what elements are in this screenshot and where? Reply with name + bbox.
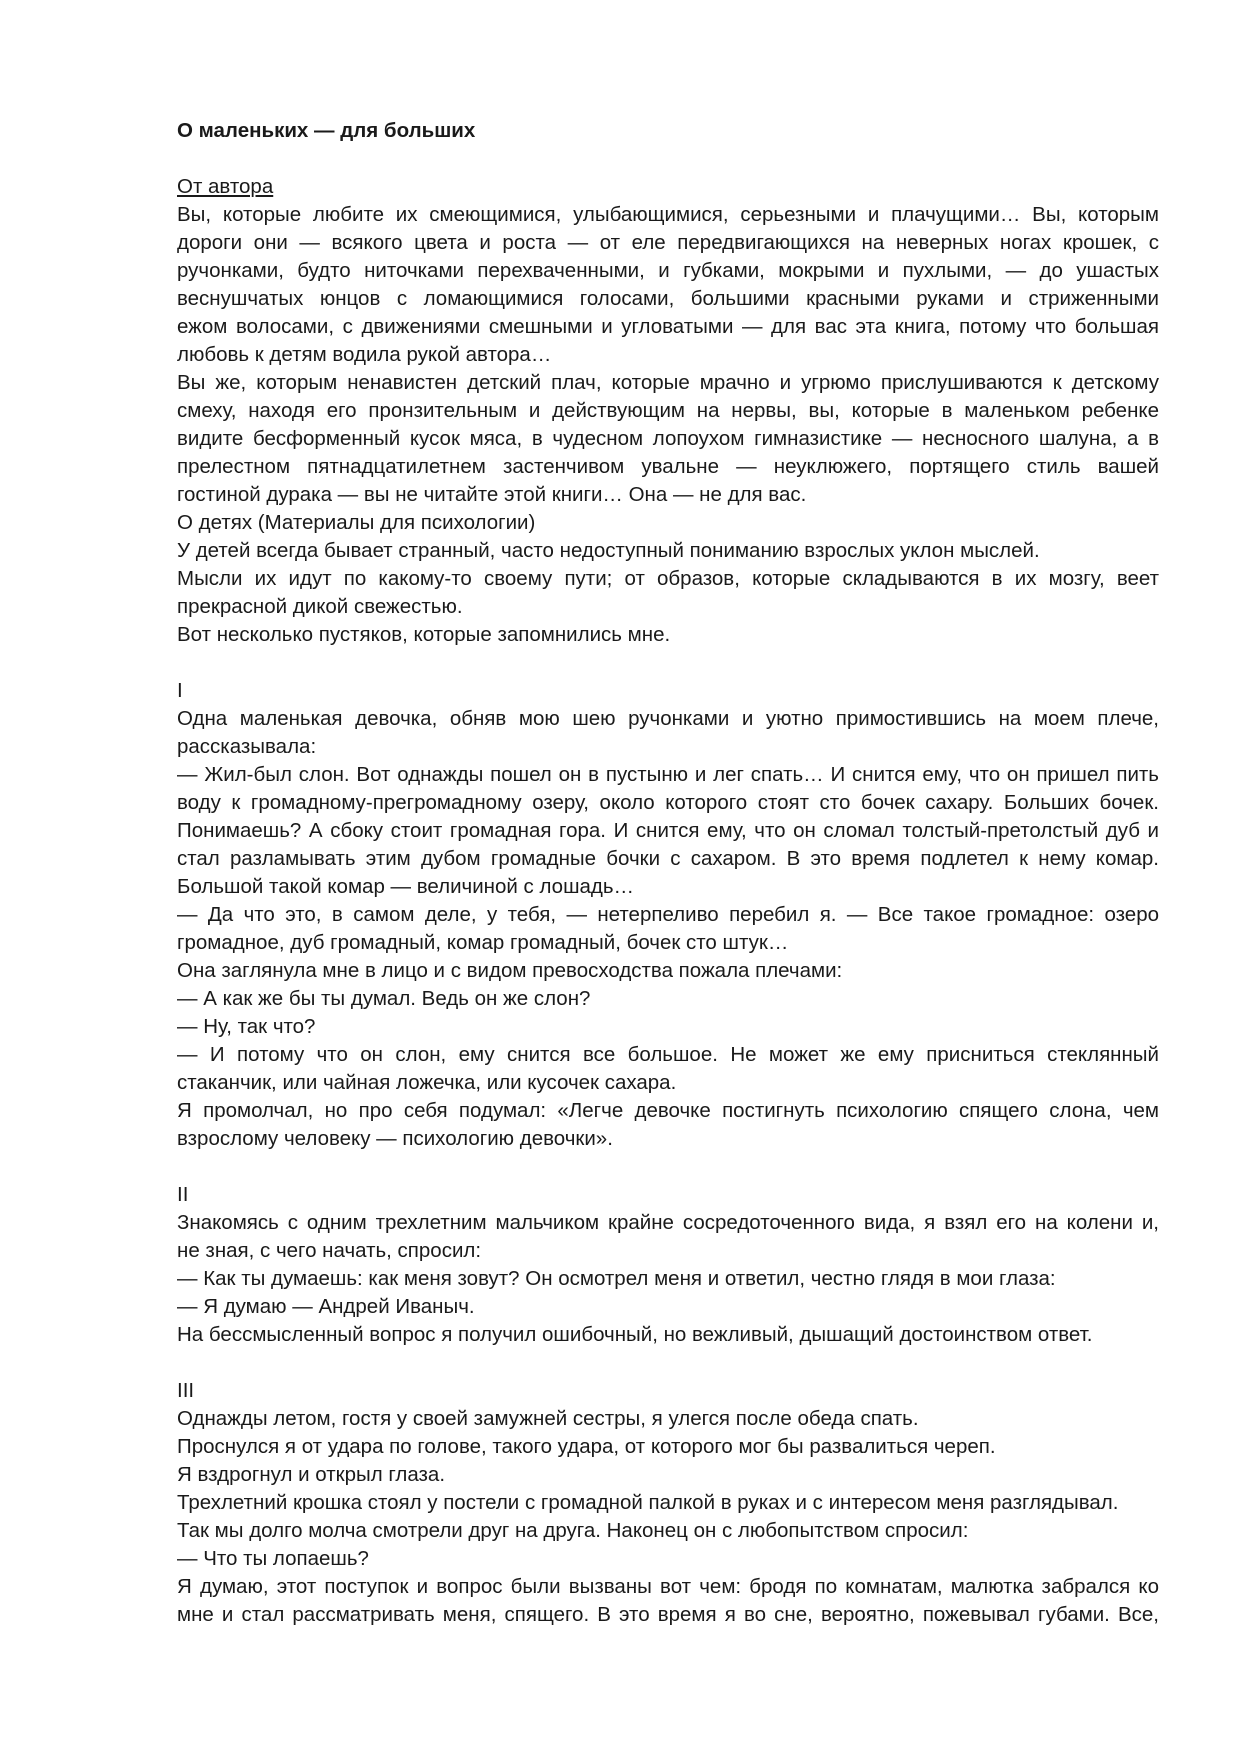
text-line: Знакомясь с одним трехлетним мальчиком крайне сосредоточенного вида, я взял его на колени и, bbox=[177, 1211, 1159, 1234]
text-line: Я промолчал, но про себя подумал: «Легче девочке постигнуть психологию спящего слона, чем bbox=[177, 1099, 1159, 1122]
text-line: III bbox=[177, 1379, 195, 1402]
preface-heading: От автора bbox=[177, 175, 274, 198]
text-line: любовь к детям водила рукой автора… bbox=[177, 343, 552, 366]
blank-line bbox=[177, 1349, 1159, 1377]
text-line: I bbox=[177, 679, 183, 702]
text-line: Я вздрогнул и открыл глаза. bbox=[177, 1463, 446, 1486]
text-line: — Да что это, в самом деле, у тебя, — нетерпеливо перебил я. — Все такое громадное: озеро bbox=[177, 903, 1159, 926]
text-line: прекрасной дикой свежестью. bbox=[177, 595, 463, 618]
text-line: мне и стал рассматривать меня, спящего. В это время я во сне, вероятно, пожевывал губами. Все, bbox=[177, 1603, 1159, 1626]
text-line: Так мы долго молча смотрели друг на друга. Наконец он с любопытством спросил: bbox=[177, 1519, 969, 1542]
text-line: взрослому человеку — психологию девочки». bbox=[177, 1127, 613, 1150]
text-line: гостиной дурака — вы не читайте этой книги… Она — не для вас. bbox=[177, 483, 807, 506]
text-line: Вы, которые любите их смеющимися, улыбающимися, серьезными и плачущими… Вы, которым bbox=[177, 203, 1159, 226]
text-line: ручонками, будто ниточками перехваченными, и губками, мокрыми и пухлыми, — до ушастых bbox=[177, 259, 1159, 282]
text-line: видите бесформенный кусок мяса, в чудесном лопоухом гимназистике — несносного шалуна, а в bbox=[177, 427, 1159, 450]
text-line: Я думаю, этот поступок и вопрос были вызваны вот чем: бродя по комнатам, малютка забрался ко bbox=[177, 1575, 1159, 1598]
text-line: II bbox=[177, 1183, 189, 1206]
text-line: смеху, находя его пронзительным и действующим на нервы, вы, которые в маленьком ребенке bbox=[177, 399, 1159, 422]
blank-line bbox=[177, 649, 1159, 677]
document-title: О маленьких — для больших bbox=[177, 119, 476, 142]
text-line: Большой такой комар — величиной с лошадь… bbox=[177, 875, 635, 898]
text-line: — Ну, так что? bbox=[177, 1015, 316, 1038]
text-line: рассказывала: bbox=[177, 735, 317, 758]
text-line: — А как же бы ты думал. Ведь он же слон? bbox=[177, 987, 591, 1010]
text-line: стал разламывать этим дубом громадные бочки с сахаром. В это время подлетел к нему комар. bbox=[177, 847, 1159, 870]
text-line: воду к громадному-прегромадному озеру, около которого стоят сто бочек сахару. Больших бочек. bbox=[177, 791, 1159, 814]
text-line: Вы же, которым ненавистен детский плач, которые мрачно и угрюмо прислушиваются к детскому bbox=[177, 371, 1159, 394]
text-line: ежом волосами, с движениями смешными и угловатыми — для вас эта книга, потому что большая bbox=[177, 315, 1159, 338]
text-line: Она заглянула мне в лицо и с видом превосходства пожала плечами: bbox=[177, 959, 843, 982]
blank-line bbox=[177, 1153, 1159, 1181]
document-page bbox=[177, 117, 1159, 1629]
text-line: — Я думаю — Андрей Иваныч. bbox=[177, 1295, 475, 1318]
text-line: — И потому что он слон, ему снится все большое. Не может же ему присниться стеклянный bbox=[177, 1043, 1159, 1066]
text-line: У детей всегда бывает странный, часто недоступный пониманию взрослых уклон мыслей. bbox=[177, 539, 1040, 562]
text-line: громадное, дуб громадный, комар громадный, бочек сто штук… bbox=[177, 931, 789, 954]
text-line: Трехлетний крошка стоял у постели с громадной палкой в руках и с интересом меня разглядывал. bbox=[177, 1491, 1119, 1514]
text-line: Мысли их идут по какому-то своему пути; от образов, которые складываются в их мозгу, веет bbox=[177, 567, 1159, 590]
text-line: стаканчик, или чайная ложечка, или кусочек сахара. bbox=[177, 1071, 677, 1094]
text-line: Понимаешь? А сбоку стоит громадная гора. И снится ему, что он сломал толстый-претолстый дуб и bbox=[177, 819, 1159, 842]
text-line: веснушчатых юнцов с ломающимися голосами, большими красными руками и стриженными bbox=[177, 287, 1159, 310]
text-line: — Что ты лопаешь? bbox=[177, 1547, 369, 1570]
text-line: Однажды летом, гостя у своей замужней сестры, я улегся после обеда спать. bbox=[177, 1407, 919, 1430]
text-line: Одна маленькая девочка, обняв мою шею ручонками и уютно примостившись на моем плече, bbox=[177, 707, 1159, 730]
text-line: Вот несколько пустяков, которые запомнились мне. bbox=[177, 623, 671, 646]
text-line: О детях (Материалы для психологии) bbox=[177, 511, 536, 534]
document-body bbox=[177, 201, 1159, 1629]
text-line: прелестном пятнадцатилетнем застенчивом увальне — неуклюжего, портящего стиль вашей bbox=[177, 455, 1159, 478]
text-line: — Жил-был слон. Вот однажды пошел он в пустыню и лег спать… И снится ему, что он пришел пить bbox=[177, 763, 1159, 786]
text-line: — Как ты думаешь: как меня зовут? Он осмотрел меня и ответил, честно глядя в мои глаза: bbox=[177, 1267, 1056, 1290]
text-line: На бессмысленный вопрос я получил ошибочный, но вежливый, дышащий достоинством ответ. bbox=[177, 1323, 1093, 1346]
text-line: дороги они — всякого цвета и роста — от еле передвигающихся на неверных ногах крошек, с bbox=[177, 231, 1159, 254]
text-line: не зная, с чего начать, спросил: bbox=[177, 1239, 482, 1262]
text-line: Проснулся я от удара по голове, такого удара, от которого мог бы развалиться череп. bbox=[177, 1435, 996, 1458]
